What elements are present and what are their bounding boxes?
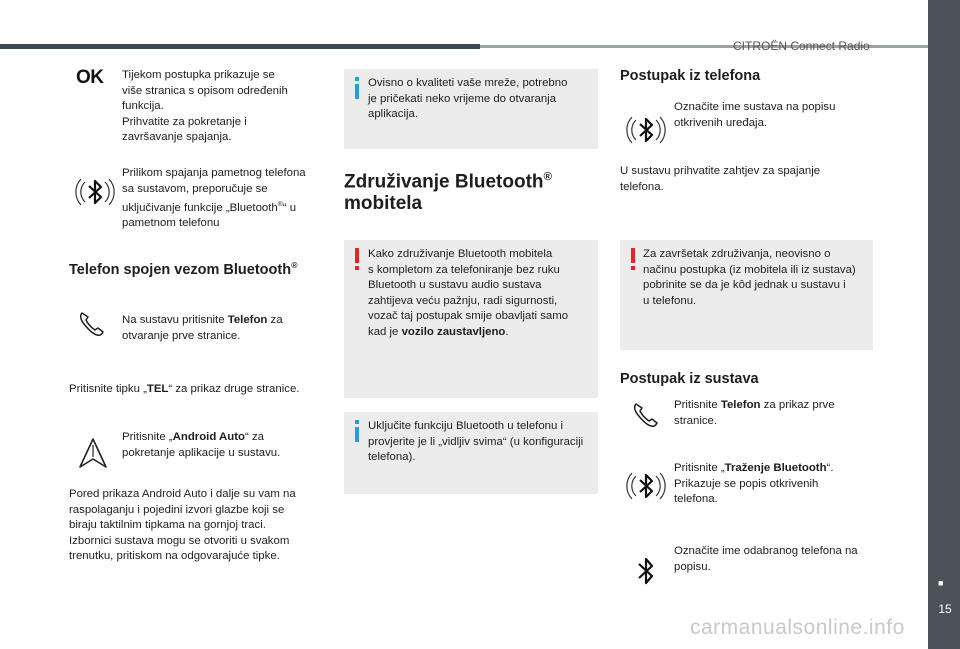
watermark: carmanualsonline.info xyxy=(690,616,905,639)
ok-icon: OK xyxy=(76,67,104,88)
info-icon xyxy=(352,77,362,99)
warning-exclamation-icon xyxy=(628,248,638,270)
select-phone-instruction: Označite ime odabranog telefona na popisu. xyxy=(674,545,858,573)
accept-request-text: U sustavu prihvatite zahtjev za spajanje telefona. xyxy=(620,165,821,193)
system-phone-instruction: Pritisnite Telefon za prikaz prve stranice. xyxy=(674,399,835,427)
info-network-text: Ovisno o kvaliteti vaše mreže, potrebno je pričekati neko vrijeme do otvaranja aplikacija. xyxy=(368,77,568,120)
page-sidebar xyxy=(928,0,960,649)
bluetooth-icon xyxy=(634,555,658,587)
bluetooth-icon xyxy=(626,110,666,150)
phone-instruction: Na sustavu pritisnite Telefon za otvaranje prve stranice. xyxy=(122,314,283,342)
info-icon xyxy=(352,420,362,442)
heading-druzivanje: Združivanje Bluetooth® mobitela xyxy=(344,171,552,215)
tel-instruction: Pritisnite tipku „TEL“ za prikaz druge stranice. xyxy=(69,383,300,395)
select-system-name-text: Označite ime sustava na popisu otkrivenih uređaja. xyxy=(674,101,836,129)
warning-exclamation-icon xyxy=(352,248,362,270)
page-number: 15 xyxy=(938,602,952,616)
warning-safety-text: Kako združivanje Bluetooth mobitela s kompletom za telefoniranje bez ruku Bluetooth u sustavu audio sustava zahtijeva veću pažnju, radi sigurnosti, vozač taj postupak smije obavljati samo kad je vozilo zaustavljeno. xyxy=(368,248,569,338)
bluetooth-recommendation: Prilikom spajanja pametnog telefona sa sustavom, preporučuje se uključivanje funkcije „Bluetooth®“ u pametnom telefonu xyxy=(122,167,306,230)
info-visibility-text: Uključite funkciju Bluetooth u telefonu i provjerite je li „vidljiv svima“ (u konfiguraciji telefona). xyxy=(368,420,584,463)
bluetooth-icon xyxy=(626,466,666,506)
bluetooth-icon xyxy=(75,172,115,212)
bluetooth-search-instruction: Pritisnite „Traženje Bluetooth“. Prikazuje se popis otkrivenih telefona. xyxy=(674,462,834,505)
phone-icon xyxy=(77,310,105,338)
heading-postupak-telefon: Postupak iz telefona xyxy=(620,68,761,84)
android-auto-instruction: Pritisnite „Android Auto“ za pokretanje aplikacije u sustavu. xyxy=(122,431,281,459)
android-auto-icon xyxy=(76,436,110,470)
phone-icon xyxy=(631,401,659,429)
ok-instructions: Tijekom postupka prikazuje se više stranica s opisom određenih funkcija. Prihvatite za pokretanje i završavanje spajanja. xyxy=(122,69,288,143)
warning-code-text: Za završetak združivanja, neovisno o načinu postupka (iz mobitela ili iz sustava) pobrinite se da je kôd jednak u sustavu i u telefonu. xyxy=(643,248,856,307)
header-title: CITROËN Connect Radio xyxy=(733,39,870,53)
heading-telefon-spojen: Telefon spojen vezom Bluetooth® xyxy=(69,260,298,278)
continue-mark: ■ xyxy=(938,578,944,588)
header-bar-dark xyxy=(0,44,480,49)
heading-postupak-sustav: Postupak iz sustava xyxy=(620,371,759,387)
android-auto-paragraph: Pored prikaza Android Auto i dalje su vam na raspolaganju i pojedini izvori glazbe koji se biraju taktilnim tipkama na gornjoj traci. Izbornici sustava mogu se otvoriti u svakom trenutku, pritiskom na odgovarajuće tipke. xyxy=(69,488,296,562)
